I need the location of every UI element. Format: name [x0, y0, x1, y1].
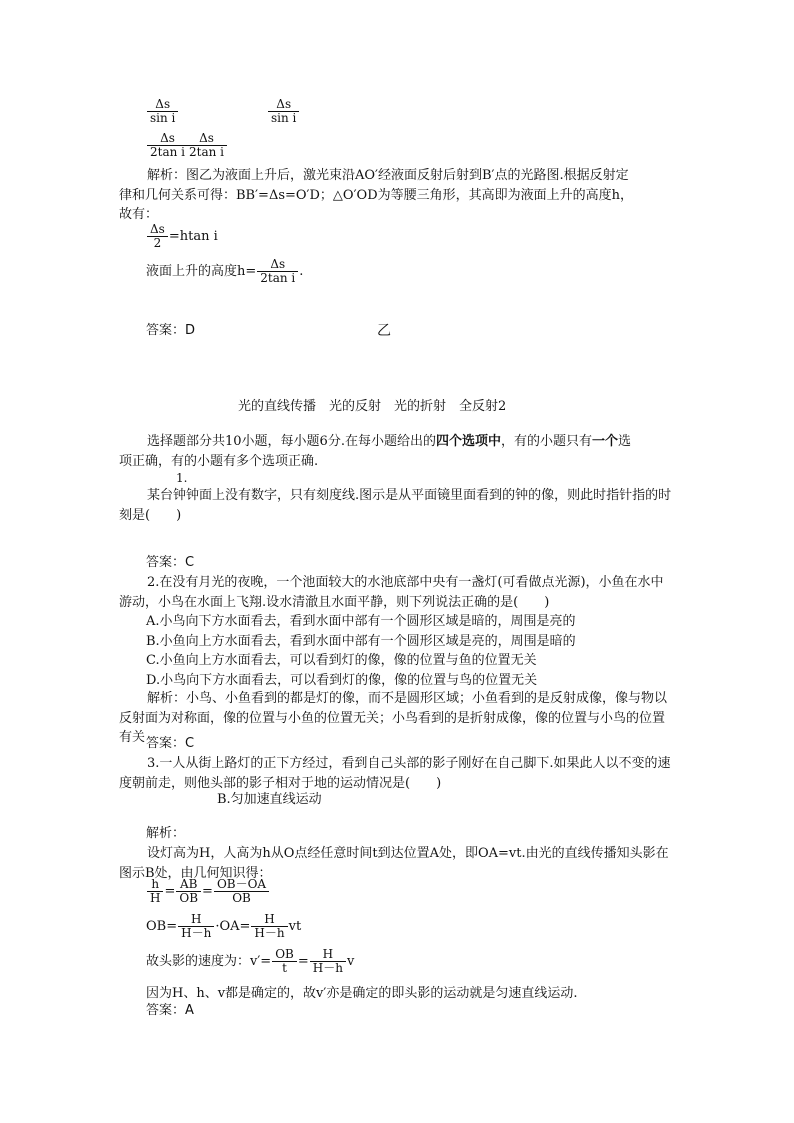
question-1-answer: 答案：C	[146, 555, 195, 570]
intro-paragraph: 选择题部分共10小题，每小题6分.在每小题给出的四个选项中，有的小题只有一个选 项正确，有的小题有多个选项正确.	[119, 434, 632, 469]
question-3-option-b: B.匀加速直线运动	[217, 792, 322, 807]
question-3-answer: 答案：A	[146, 1003, 194, 1018]
question-2-options	[146, 612, 676, 690]
question-3-equation-2: OB= $\frac{H}{H-h}$ ·OA= $\frac{H}{H-h}$ vt	[146, 912, 302, 940]
section-title: 光的直线传播 光的反射 光的折射 全反射2	[238, 399, 507, 414]
question-3-text: 3.一人从街上路灯的正下方经过，看到自己头部的影子刚好在自己脚下.如果此人以不变的速度朝前走，则他头部的影子相对于地的运动情况是( )	[119, 756, 671, 791]
question-2-text: 2.在没有月光的夜晚，一个池面较大的水池底部中央有一盏灯(可看做点光源)，小鱼在水中游动，小鸟在水面上飞翔.设水清澈且水面平静，则下列说法正确的是( )	[119, 575, 664, 610]
question-3-analysis-label: 解析：	[146, 826, 186, 841]
question-2-option-d: D.小鸟向下方水面看去，可以看到灯的像，像的位置与鸟的位置无关	[146, 672, 538, 688]
question-3-analysis-text: 设灯高为H，人高为h从O点经任意时间t到达位置A处，即OA=vt.由光的直线传播知头影在图示B处，由几何知识得：	[119, 846, 669, 881]
question-3-equation-3: 故头影的速度为：v′= $\frac{OB}{t}$ = $\frac{H}{H-h}$ v	[146, 947, 355, 975]
figure-label: 乙	[377, 323, 391, 339]
analysis-1-height: 液面上升的高度h= $\frac{\Delta s}{\text{2tan i}}$ .	[146, 257, 304, 285]
question-2-option-c: C.小鱼向上方水面看去，可以看到灯的像，像的位置与鱼的位置无关	[146, 653, 537, 668]
question-2-answer: 答案：C	[146, 736, 195, 751]
question-1-text: 某台钟钟面上没有数字，只有刻度线.图示是从平面镜里面看到的钟的像，则此时指针指的时刻是( )	[119, 488, 672, 523]
top-fraction-2: $\frac{\Delta s}{\text{sin i}}$	[267, 98, 300, 125]
question-1-number: 1.	[176, 471, 188, 485]
question-2-option-b: B.小鱼向上方水面看去，看到水面中部有一个圆形区域是亮的，周围是暗的	[146, 633, 576, 649]
top-fraction-3: $\frac{\Delta s}{\text{2tan i}}$	[146, 132, 189, 159]
question-2-analysis: 解析：小鸟、小鱼看到的都是灯的像，而不是圆形区域；小鱼看到的是反射成像，像与物以反射面为对称面，像的位置与小鱼的位置无关；小鸟看到的是折射成像，像的位置与小鸟的位置有关	[119, 691, 668, 745]
analysis-1-paragraph: 解析：图乙为液面上升后，激光束沿AO′经液面反射后射到B′点的光路图.根据反射定 律和几何关系可得：BB′=Δs=O′D；△O′OD为等腰三角形，其高即为液面上升的高度h， 故有：	[119, 168, 633, 222]
question-3-equation-1: $\frac{h}{H}$ = $\frac{AB}{OB}$ = $\frac{OB-OA}{OB}$	[146, 878, 270, 905]
question-3-conclusion: 因为H、h、v都是确定的，故v′亦是确定的即头影的运动就是匀速直线运动.	[146, 986, 578, 1001]
question-2-option-a: A.小鸟向下方水面看去，看到水面中部有一个圆形区域是暗的，周围是亮的	[146, 614, 576, 629]
analysis-1-equation: $\frac{\Delta s}{2}$ =htan i	[146, 223, 218, 250]
top-fraction-1: $\frac{\Delta s}{\text{sin i}}$	[146, 98, 179, 125]
top-fraction-4: $\frac{\Delta s}{\text{2tan i}}$	[185, 132, 228, 159]
answer-1: 答案：D	[146, 323, 196, 338]
